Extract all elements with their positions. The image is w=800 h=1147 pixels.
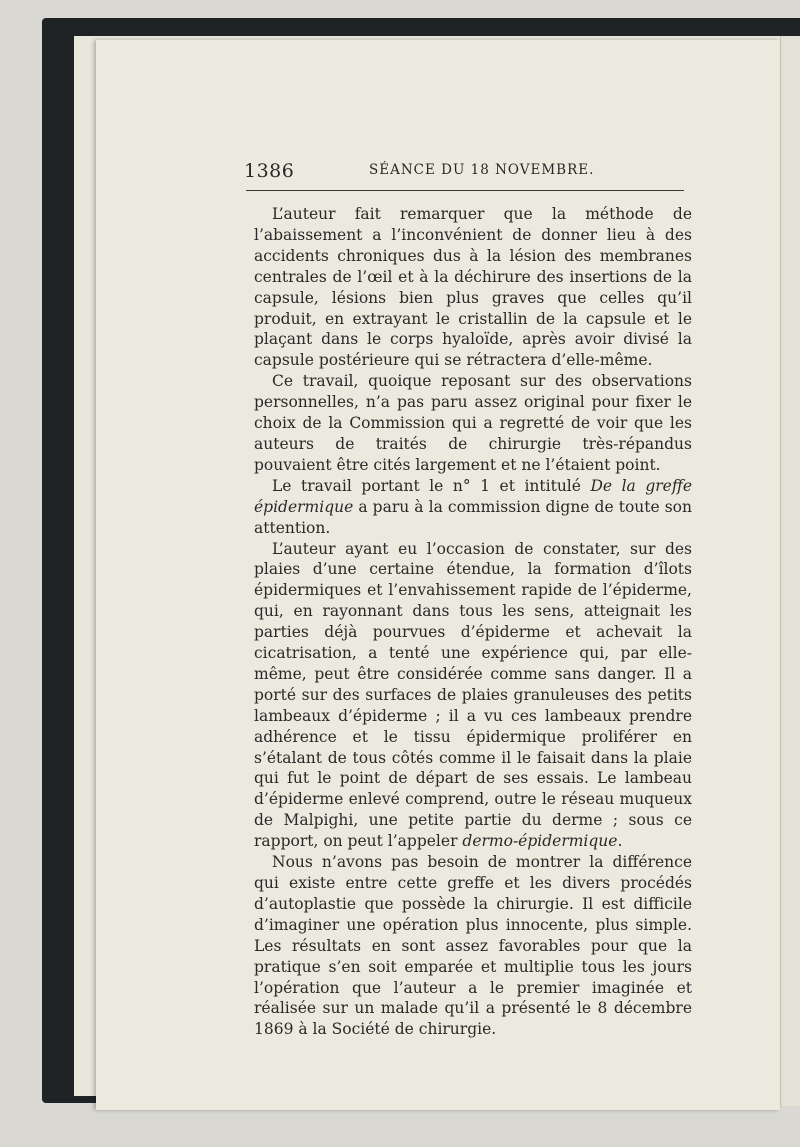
facing-page-edge [780,36,800,1106]
paragraph-text: Nous n’avons pas besoin de montrer la différence qui existe entre cette greffe et les divers procédés d’autoplastie que possède la chirurgie. Il est difficile d’imaginer une opération plus innocente, plus simple. Les résultats en sont assez favorables pour que la pratique s’en soit emparée et multiplie tous les jours l’opération que l’auteur a le premier imaginée et réalisée sur un malade qu’il a présenté le 8 décembre 1869 à la Société de chirurgie. [254,853,692,1039]
paper-title-italic: De la greffe épidermique [254,476,692,516]
body-text [254,204,692,1040]
paragraph-text: L’auteur ayant eu l’occasion de constater, sur des plaies d’une certaine étendue, la formation d’îlots épidermiques et l’envahissement rapide de l’épiderme, qui, en rayonnant dans tous les sens, atteignait les parties déjà pourvues d’épiderme et achevait la cicatrisation, a tenté une expérience qui, par elle-même, peut être considérée comme sans danger. Il a porté sur des surfaces de plaies granuleuses des petits lambeaux d’épiderme ; il a vu ces lambeaux prendre adhérence et le tissu épidermique proliférer en s’étalant de tous côtés comme il le faisait dans la plaie qui fut le point de départ de ses essais. Le lambeau d’épiderme enlevé comprend, outre le réseau muqueux de Malpighi, une petite partie du derme ; sous ce rapport, on peut l’appeler [254,539,692,851]
paragraph-text: . [617,832,623,851]
header-rule [246,190,684,191]
paragraph-text: L’auteur fait remarquer que la méthode de l’abaissement a l’inconvénient de donner lieu à des accidents chroniques dus à la lésion des membranes centrales de l’œil et à la déchirure des insertions de la capsule, lésions bien plus graves que celles qu’il produit, en extrayant le cristallin de la capsule et le plaçant dans le corps hyaloïde, après avoir divisé la capsule postérieure qui se rétractera d’elle-même. [254,205,692,370]
paragraph-5 [254,852,692,1040]
paragraph-3 [254,476,692,539]
paragraph-1 [254,204,692,371]
page-number: 1386 [244,160,295,182]
paragraph-text: a paru à la commission digne de toute son attention. [254,497,692,537]
running-title: SÉANCE DU 18 NOVEMBRE. [369,162,595,178]
paragraph-4 [254,539,692,853]
term-italic: dermo-épidermique [462,832,618,851]
page-header [96,160,780,184]
paragraph-text: Le travail portant le n° 1 et intitulé [272,476,591,495]
paragraph-2 [254,371,692,476]
paragraph-text: Ce travail, quoique reposant sur des observations personnelles, n’a pas paru assez original pour fixer le choix de la Commission qui a regretté de voir que les auteurs de traités de chirurgie très-répandus pouvaient être cités largement et ne l’étaient point. [254,372,692,474]
book-page [96,40,780,1110]
